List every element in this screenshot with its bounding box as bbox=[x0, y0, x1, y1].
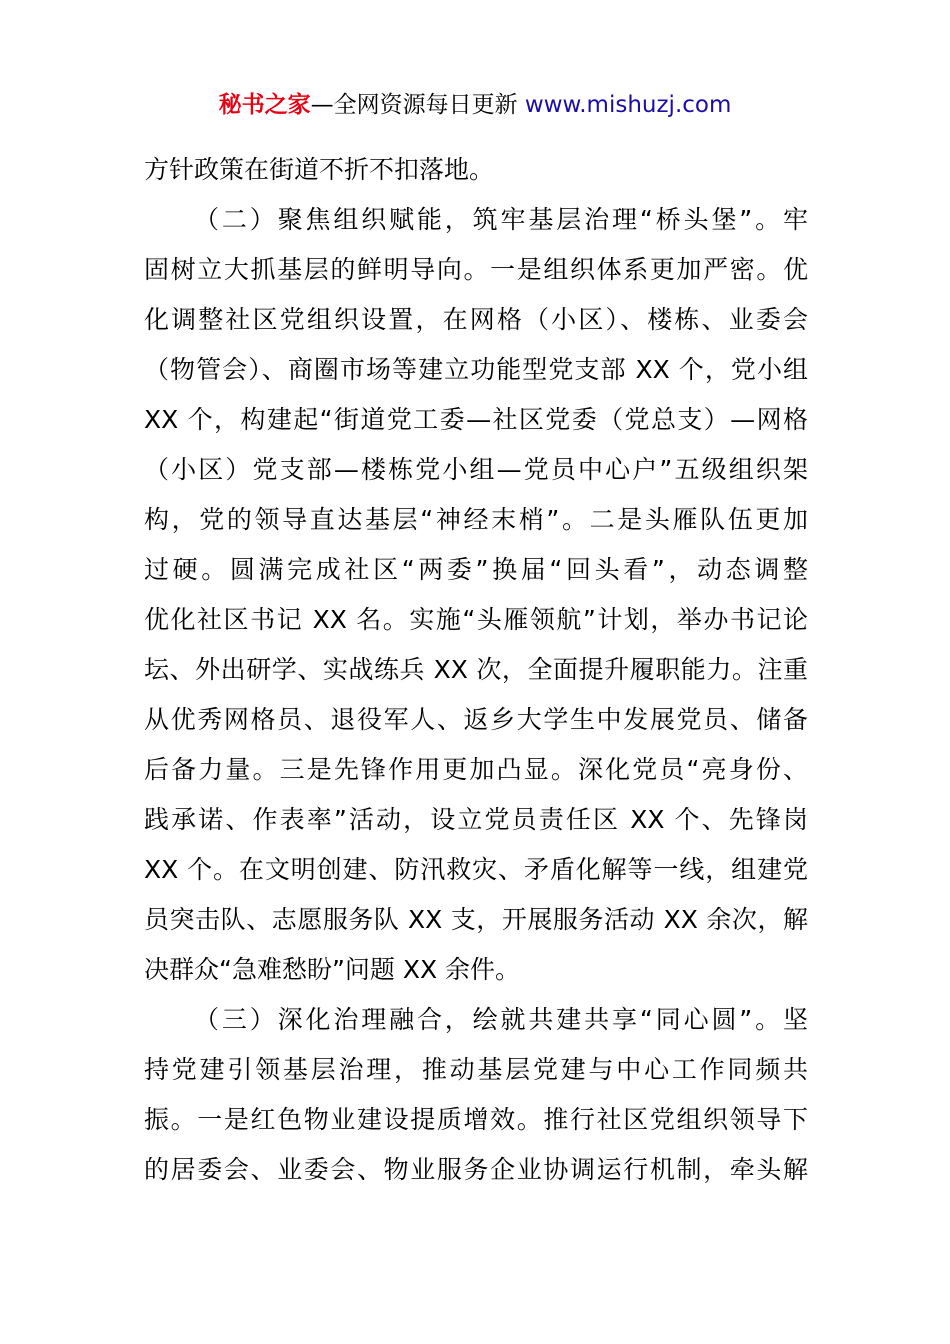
text-line: XX 个。在文明创建、防汛救灾、矛盾化解等一线，组建党 bbox=[144, 855, 808, 884]
text-line: 优化社区书记 XX 名。实施“头雁领航”计划，举办书记论 bbox=[144, 605, 808, 634]
text-line: （二）聚焦组织赋能，筑牢基层治理“桥头堡”。牢 bbox=[194, 205, 808, 234]
document-body bbox=[144, 145, 808, 1195]
page-header bbox=[0, 88, 950, 122]
text-line: 决群众“急难愁盼”问题 XX 余件。 bbox=[144, 955, 521, 984]
text-line: 持党建引领基层治理，推动基层党建与中心工作同频共 bbox=[144, 1055, 808, 1084]
text-line: 坛、外出研学、实战练兵 XX 次，全面提升履职能力。注重 bbox=[144, 655, 808, 684]
text-line: 构，党的领导直达基层“神经末梢”。二是头雁队伍更加 bbox=[144, 505, 808, 534]
text-line: 员突击队、志愿服务队 XX 支，开展服务活动 XX 余次，解 bbox=[144, 905, 808, 934]
text-line: 方针政策在街道不折不扣落地。 bbox=[144, 155, 495, 184]
text-line: 践承诺、作表率”活动，设立党员责任区 XX 个、先锋岗 bbox=[144, 805, 808, 834]
text-line: 化调整社区党组织设置，在网格（小区）、楼栋、业委会 bbox=[144, 305, 808, 334]
text-line: 过硬。圆满完成社区“两委”换届“回头看”，动态调整 bbox=[144, 555, 808, 584]
header-tagline: —全网资源每日更新 bbox=[310, 92, 525, 118]
text-line: 振。一是红色物业建设提质增效。推行社区党组织领导下 bbox=[144, 1105, 808, 1134]
brand-name: 秘书之家 bbox=[218, 92, 311, 118]
text-line: （小区）党支部—楼栋党小组—党员中心户”五级组织架 bbox=[144, 455, 808, 484]
text-line: 固树立大抓基层的鲜明导向。一是组织体系更加严密。优 bbox=[144, 255, 808, 284]
text-line: XX 个，构建起“街道党工委—社区党委（党总支）—网格 bbox=[144, 405, 808, 434]
text-line: 的居委会、业委会、物业服务企业协调运行机制，牵头解 bbox=[144, 1155, 808, 1184]
text-line: 后备力量。三是先锋作用更加凸显。深化党员“亮身份、 bbox=[144, 755, 808, 784]
site-url-link[interactable]: www.mishuzj.com bbox=[524, 92, 732, 118]
text-line: （三）深化治理融合，绘就共建共享“同心圆”。坚 bbox=[194, 1005, 808, 1034]
text-line: 从优秀网格员、退役军人、返乡大学生中发展党员、储备 bbox=[144, 705, 808, 734]
text-line: （物管会）、商圈市场等建立功能型党支部 XX 个，党小组 bbox=[144, 355, 808, 384]
